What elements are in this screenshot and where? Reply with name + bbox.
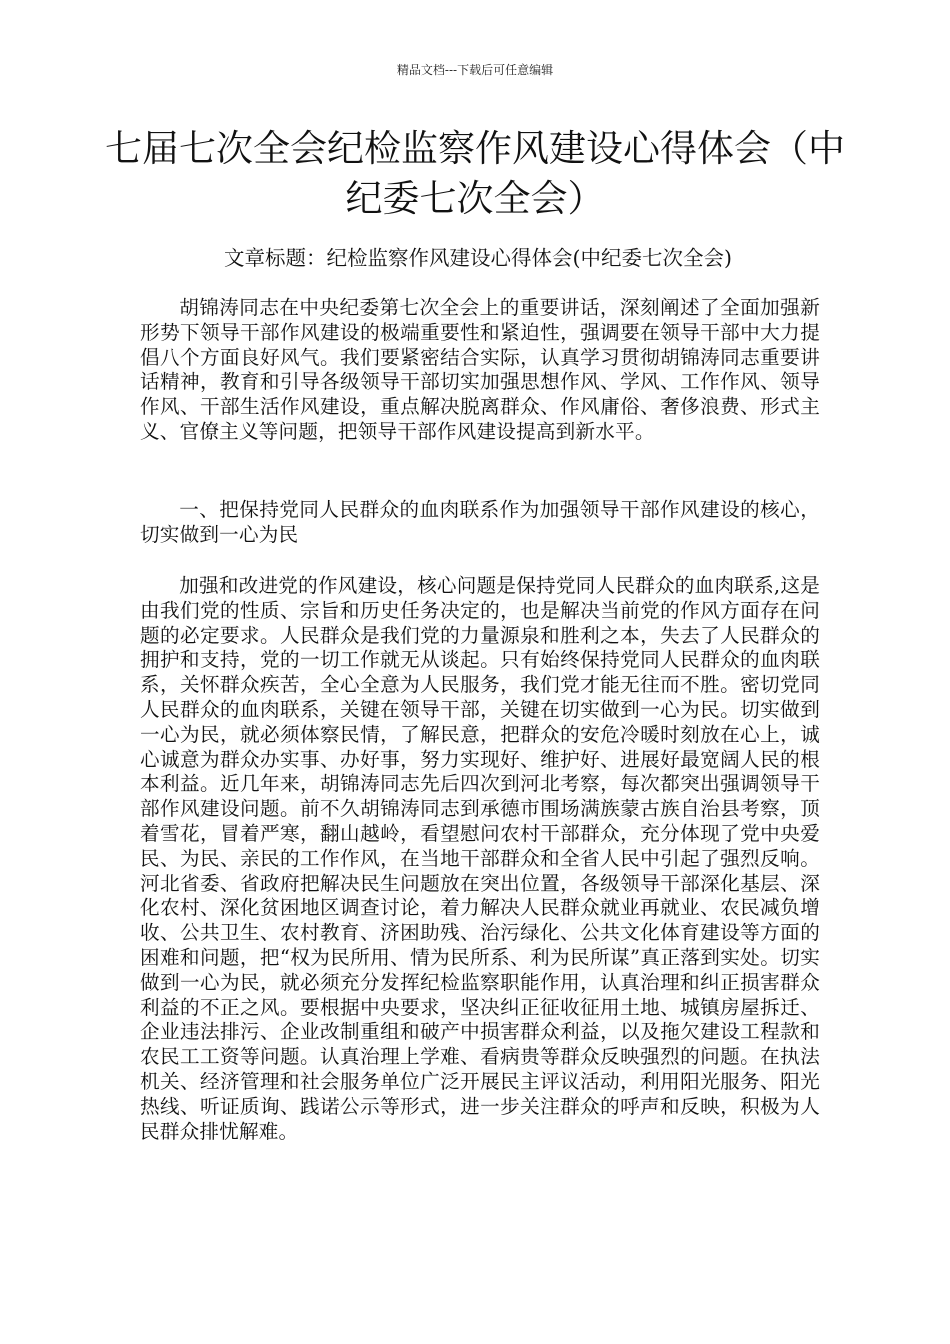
paragraph-section-1-body: 加强和改进党的作风建设，核心问题是保持党同人民群众的血肉联系,这是由我们党的性质、宗旨和历史任务决定的，也是解决当前党的作风方面存在问题的必定要求。人民群众是我们党的力量源泉和胜利之本，失去了人民群众的拥护和支持，党的一切工作就无从谈起。只有始终保持党同人民群众的血肉联系，关怀群众疾苦，全心全意为人民服务，我们党才能无往而不胜。密切党同人民群众的血肉联系，关键在领导干部，关键在切实做到一心为民。切实做到一心为民，就必须体察民情，了解民意，把群众的安危冷暖时刻放在心上，诚心诚意为群众办实事、办好事，努力实现好、维护好、进展好最宽阔人民的根本利益。近几年来，胡锦涛同志先后四次到河北考察，每次都突出强调领导干部作风建设问题。前不久胡锦涛同志到承德市围场满族蒙古族自治县考察，顶着雪花，冒着严寒，翻山越岭，看望慰问农村干部群众，充分体现了党中央爱民、为民、亲民的工作作风，在当地干部群众和全省人民中引起了强烈反响。河北省委、省政府把解决民生问题放在突出位置，各级领导干部深化基层、深化农村、深化贫困地区调查讨论，着力解决人民群众就业再就业、农民减负增收、公共卫生、农村教育、济困助残、治污绿化、公共文化体育建设等方面的困难和问题，把“权为民所用、情为民所系、利为民所谋”真正落到实处。切实做到一心为民，就必须充分发挥纪检监察职能作用，认真治理和纠正损害群众利益的不正之风。要根据中央要求，坚决纠正征收征用土地、城镇房屋拆迁、企业违法排污、企业改制重组和破产中损害群众利益，以及拖欠建设工程款和农民工工资等问题。认真治理上学难、看病贵等群众反映强烈的问题。在执法机关、经济管理和社会服务单位广泛开展民主评议活动，利用阳光服务、阳光热线、听证质询、践诺公示等形式，进一步关注群众的呼声和反映，积极为人民群众排忧解难。 <box>140 574 820 1143</box>
article-title-line: 文章标题：纪检监察作风建设心得体会(中纪委七次全会) <box>224 246 732 270</box>
paragraph-intro: 胡锦涛同志在中央纪委第七次全会上的重要讲话，深刻阐述了全面加强新形势下领导干部作风建设的极端重要性和紧迫性，强调要在领导干部中大力提倡八个方面良好风气。我们要紧密结合实际，认真学习贯彻胡锦涛同志重要讲话精神，教育和引导各级领导干部切实加强思想作风、学风、工作作风、领导作风、干部生活作风建设，重点解决脱离群众、作风庸俗、奢侈浪费、形式主义、官僚主义等问题，把领导干部作风建设提高到新水平。 <box>140 296 820 443</box>
header-note: 精品文档---下载后可任意编辑 <box>396 63 554 77</box>
section-heading-1: 一、把保持党同人民群众的血肉联系作为加强领导干部作风建设的核心，切实做到一心为民 <box>140 498 820 546</box>
document-title: 七届七次全会纪检监察作风建设心得体会（中纪委七次全会） <box>105 127 845 220</box>
